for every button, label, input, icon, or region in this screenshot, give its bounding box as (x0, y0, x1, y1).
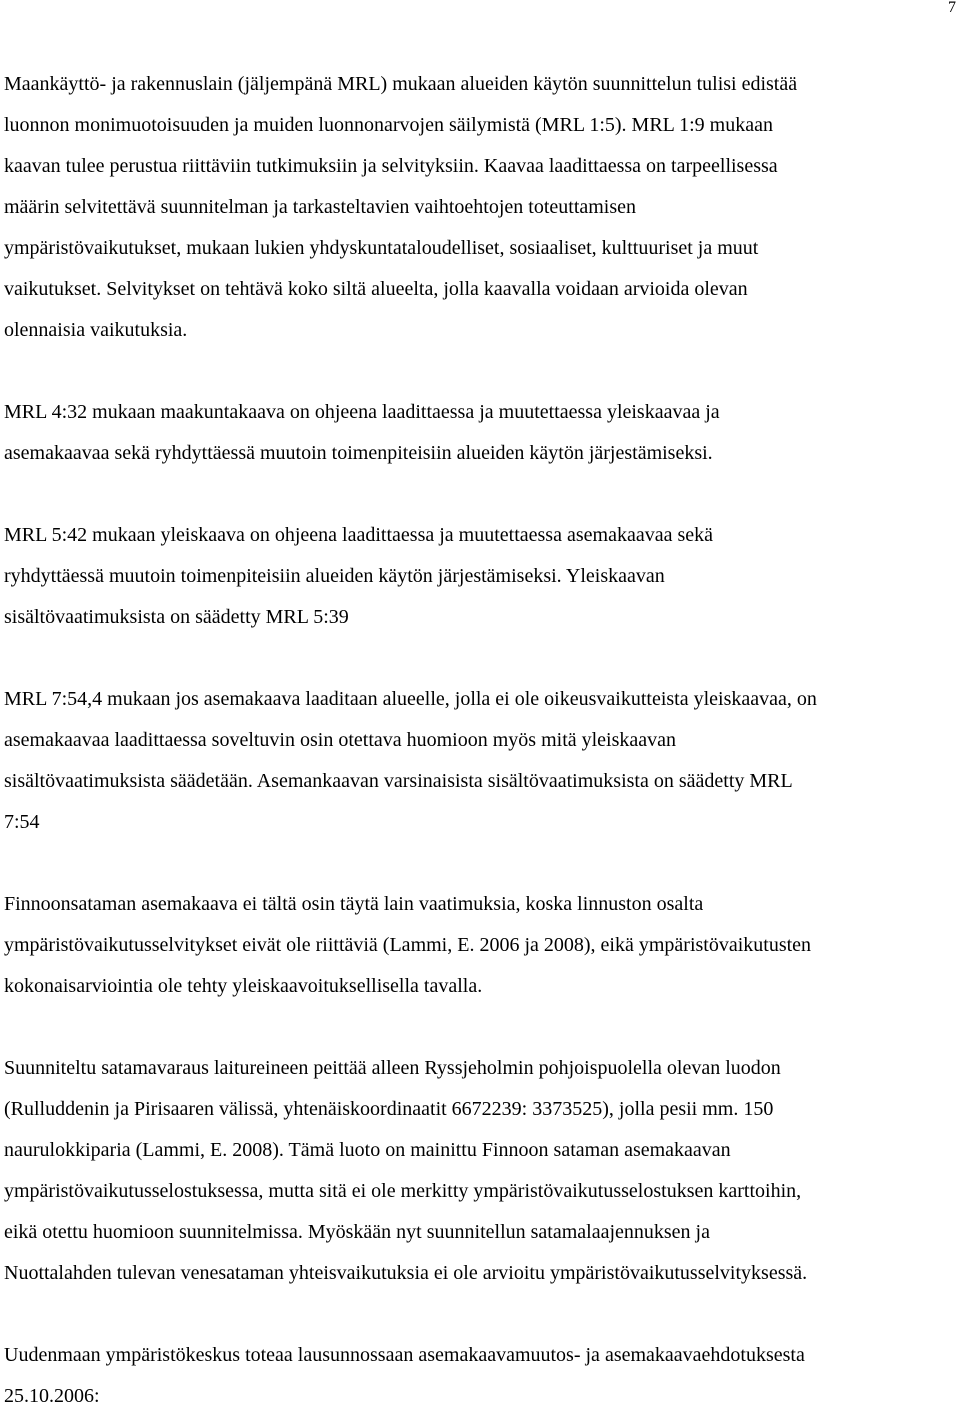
paragraph-mrl-5-42: MRL 5:42 mukaan yleiskaava on ohjeena laadittaessa ja muutettaessa asemakaavaa sekä ryhdyttäessä muutoin toimenpiteisiin alueiden käytön järjestämiseksi. Yleiskaavan sisältövaatimuksista on säädetty MRL 5:39 (4, 524, 713, 628)
paragraph-spacer (4, 638, 958, 679)
document-body (4, 64, 958, 1417)
paragraph-spacer (4, 1007, 958, 1048)
paragraph-land-use-act: Maankäyttö- ja rakennuslain (jäljempänä MRL) mukaan alueiden käytön suunnittelun tulisi edistää luonnon monimuotoisuuden ja muiden luonnonarvojen säilymistä (MRL 1:5). MRL 1:9 mukaan kaavan tulee perustua riittäviin tutkimuksiin ja selvityksiin. Kaavaa laadittaessa on tarpeellisessa määrin selvitettävä suunnitelman ja tarkasteltavien vaihtoehtojen toteuttamisen ympäristövaikutukset, mukaan lukien yhdyskuntataloudelliset, sosiaaliset, kulttuuriset ja muut vaikutukset. Selvitykset on tehtävä koko siltä alueelta, jolla kaavalla voidaan arvioida olevan olennaisia vaikutuksia. (4, 73, 798, 341)
paragraph-mrl-7-54: MRL 7:54,4 mukaan jos asemakaava laaditaan alueelle, jolla ei ole oikeusvaikutteista yleiskaavaa, on asemakaavaa laadittaessa soveltuvin osin otettava huomioon myös mitä yleiskaavan sisältövaatimuksista säädetään. Asemankaavan varsinaisista sisältövaatimuksista on säädetty MRL 7:54 (4, 688, 817, 833)
paragraph-harbour-reservation: Suunniteltu satamavaraus laitureineen peittää alleen Ryssjeholmin pohjoispuolella olevan luodon (Rulluddenin ja Pirisaaren välissä, yhtenäiskoordinaatit 6672239: 3373525), jolla pesii mm. 150 naurulokkiparia (Lammi, E. 2008). Tämä luoto on mainittu Finnoon sataman asemakaavan ympäristövaikutusselostuksessa, mutta sitä ei ole merkitty ympäristövaikutusselostuksen karttoihin, eikä otettu huomioon suunnitelmissa. Myöskään nyt suunnitellun satamalaajennuksen ja Nuottalahden tulevan venesataman yhteisvaikutuksia ei ole arvioitu ympäristövaikutusselvityksessä. (4, 1057, 808, 1284)
paragraph-spacer (4, 474, 958, 515)
paragraph-spacer (4, 1294, 958, 1335)
paragraph-finnoonsatama: Finnoonsataman asemakaava ei tältä osin täytä lain vaatimuksia, koska linnuston osalta ympäristövaikutusselvitykset eivät ole riittäviä (Lammi, E. 2006 ja 2008), eikä ympäristövaikutusten kokonaisarviointia ole tehty yleiskaavoituksellisella tavalla. (4, 893, 812, 997)
paragraph-mrl-4-32: MRL 4:32 mukaan maakuntakaava on ohjeena laadittaessa ja muutettaessa yleiskaavaa ja asemakaavaa sekä ryhdyttäessä muutoin toimenpiteisiin alueiden käytön järjestämiseksi. (4, 401, 720, 464)
paragraph-spacer (4, 843, 958, 884)
page-number: 7 (948, 0, 956, 16)
paragraph-environment-centre-statement: Uudenmaan ympäristökeskus toteaa lausunnossaan asemakaavamuutos- ja asemakaavaehdotuksesta 25.10.2006: (4, 1344, 805, 1407)
paragraph-spacer (4, 351, 958, 392)
